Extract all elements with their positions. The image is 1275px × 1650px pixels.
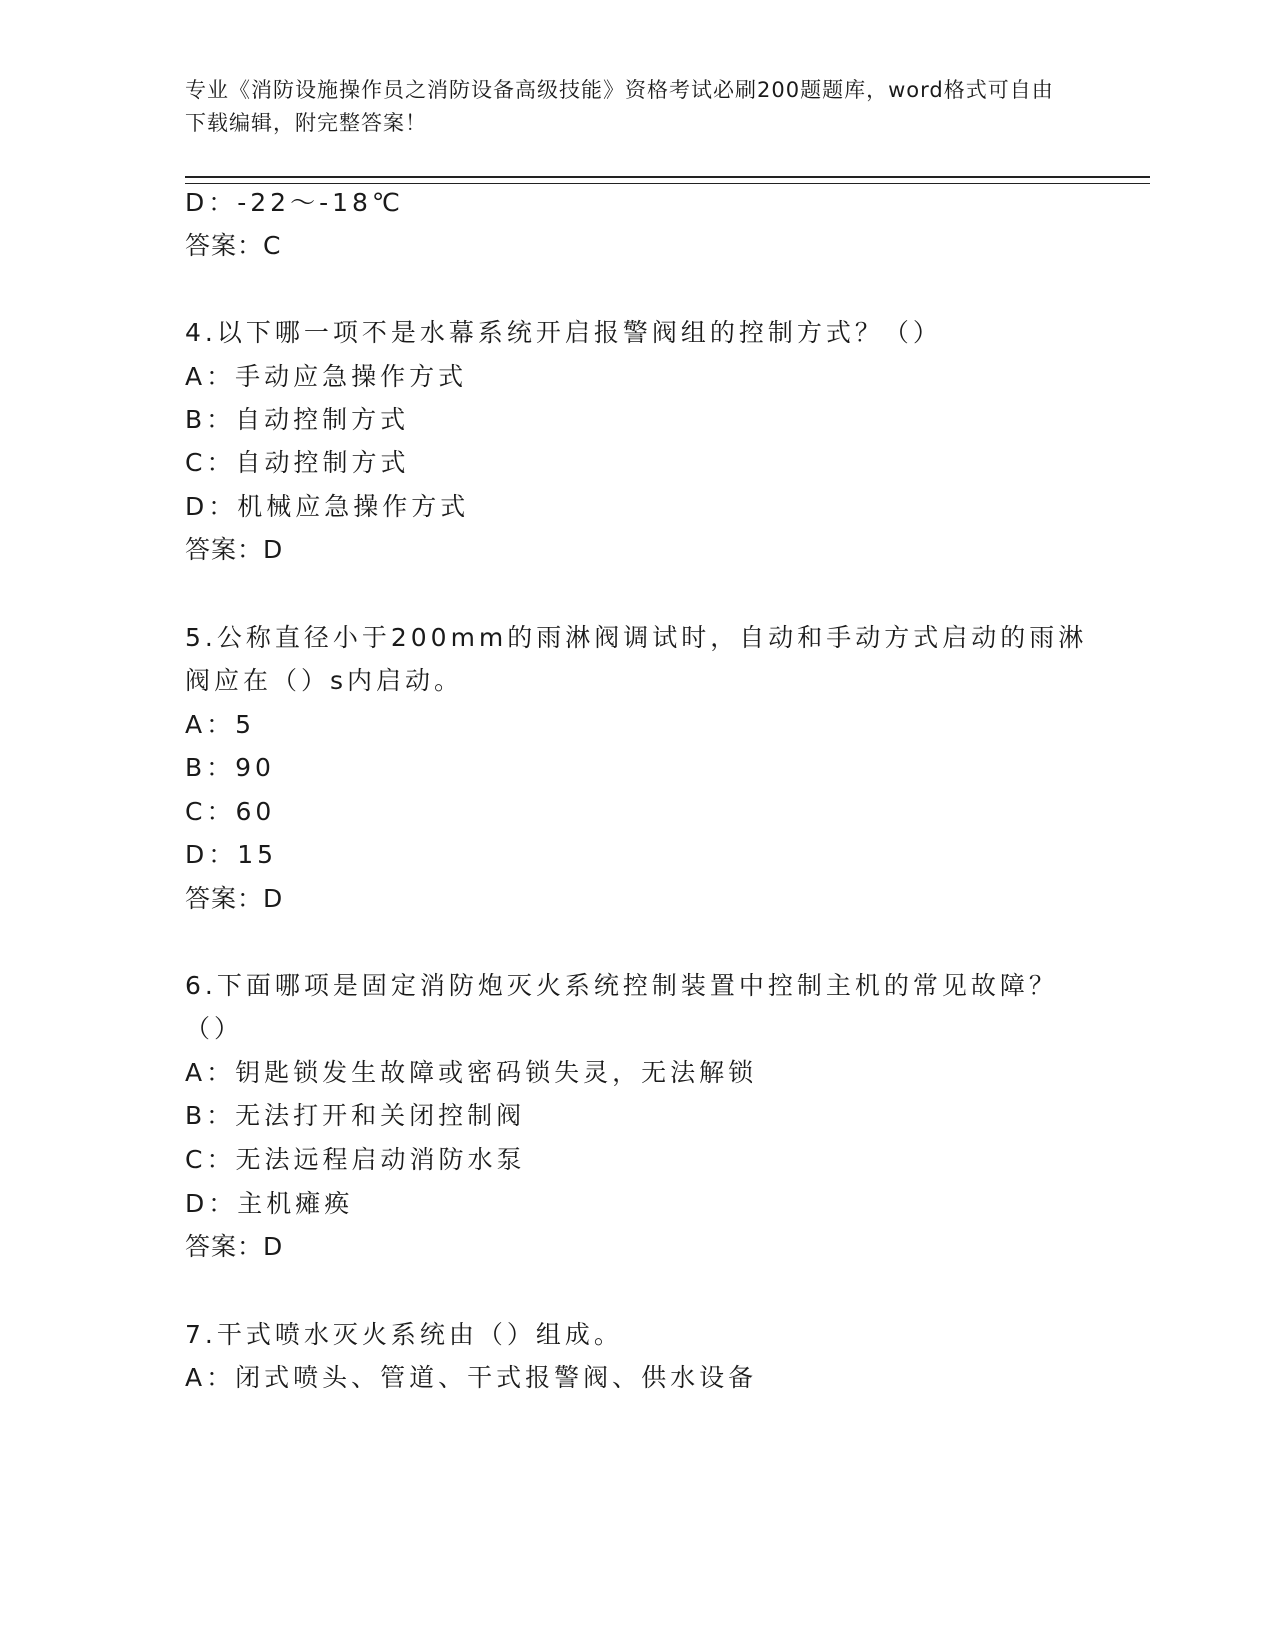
option-c: C：无法远程启动消防水泵 — [185, 1145, 526, 1174]
question-stem-continued: 阀应在（）s内启动。 — [185, 666, 464, 695]
option-d: D：15 — [185, 840, 278, 869]
answer-line: 答案：D — [185, 884, 284, 913]
option-a: A：5 — [185, 710, 256, 739]
option-d: D：机械应急操作方式 — [185, 492, 470, 521]
option-a: A：闭式喷头、管道、干式报警阀、供水设备 — [185, 1363, 758, 1392]
option-d: D：主机瘫痪 — [185, 1189, 354, 1218]
option-a: A：钥匙锁发生故障或密码锁失灵，无法解锁 — [185, 1058, 758, 1087]
option-c: C：自动控制方式 — [185, 448, 410, 477]
question-stem: 5.公称直径小于200mm的雨淋阀调试时，自动和手动方式启动的雨淋 — [185, 623, 1088, 652]
option-b: B：90 — [185, 753, 275, 782]
question-stem-continued: （） — [185, 1014, 244, 1043]
page-header: 专业《消防设施操作员之消防设备高级技能》资格考试必刷200题题库，word格式可自由下载编辑，附完整答案！ — [185, 78, 1054, 135]
question-stem: 6.下面哪项是固定消防炮灭火系统控制装置中控制主机的常见故障？ — [185, 971, 1058, 1000]
answer-line: 答案：C — [185, 231, 282, 260]
option-b: B：自动控制方式 — [185, 405, 410, 434]
question-stem: 4.以下哪一项不是水幕系统开启报警阀组的控制方式？（） — [185, 318, 942, 347]
option-a: A：手动应急操作方式 — [185, 362, 468, 391]
question-stem: 7.干式喷水灭火系统由（）组成。 — [185, 1320, 623, 1349]
option-d: D：-22～-18℃ — [185, 188, 404, 217]
header-divider — [185, 176, 1150, 184]
option-c: C：60 — [185, 797, 276, 826]
answer-line: 答案：D — [185, 535, 284, 564]
option-b: B：无法打开和关闭控制阀 — [185, 1101, 526, 1130]
answer-line: 答案：D — [185, 1232, 284, 1261]
